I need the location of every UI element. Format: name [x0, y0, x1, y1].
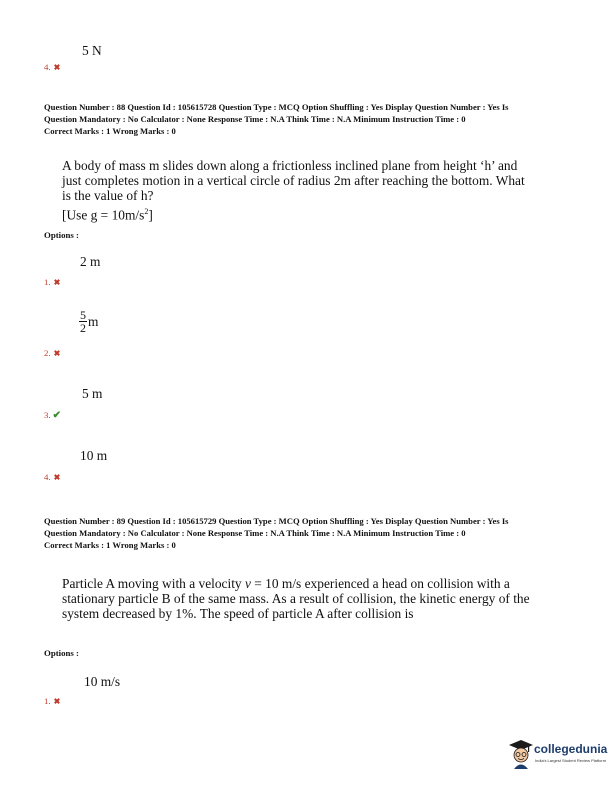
option-number: 3. [44, 410, 51, 420]
q88-option-3-text: 5 m [82, 386, 103, 401]
q89-text-part: Particle A moving with a velocity [62, 576, 245, 591]
q89-meta-line-1: Question Number : 89 Question Id : 105615729 Question Type : MCQ Option Shuffling : Yes Display Question Number : Yes Is [44, 516, 509, 526]
q89-options-heading: Options : [44, 648, 79, 658]
q88-option-2-label [44, 348, 60, 358]
wrong-mark-icon: ✖ [53, 63, 61, 72]
q89-text-part: = 10 m/s experienced a head on collision with a [250, 576, 510, 591]
q88-option-1-text: 2 m [80, 254, 101, 269]
option-number: 2. [44, 348, 51, 358]
option-unit: m [88, 313, 99, 329]
option-number: 4. [44, 62, 51, 72]
q89-text-line-3: system decreased by 1%. The speed of particle A after collision is [62, 606, 414, 622]
q88-meta-line-3: Correct Marks : 1 Wrong Marks : 0 [44, 126, 176, 136]
q88-option-3-label [44, 410, 61, 421]
q88-hint-exponent: 2 [144, 206, 149, 216]
q88-text-line-1: A body of mass m slides down along a frictionless inclined plane from height ‘h’ and [62, 158, 518, 173]
q88-text-line-2: just completes motion in a vertical circle of radius 2m after reaching the bottom. What [62, 173, 525, 189]
q88-option-4-label [44, 472, 60, 482]
option-number: 1. [44, 696, 51, 706]
q88-option-4-text: 10 m [80, 448, 108, 463]
q88-question-text [62, 158, 525, 222]
prev-option-4-label [44, 62, 60, 72]
q89-meta-line-3: Correct Marks : 1 Wrong Marks : 0 [44, 540, 176, 550]
q89-question-text [62, 576, 530, 622]
wrong-mark-icon: ✖ [53, 697, 61, 706]
q89-option-1-text: 10 m/s [84, 674, 121, 689]
option-number: 4. [44, 472, 51, 482]
option-number: 1. [44, 277, 51, 287]
correct-check-icon: ✔ [52, 410, 61, 421]
q89-option-1-label [44, 696, 60, 706]
wrong-mark-icon: ✖ [53, 349, 61, 358]
q88-option-2-text [79, 309, 98, 334]
q89-meta-line-2: Question Mandatory : No Calculator : None Response Time : N.A Think Time : N.A Minimum Instruction Time : 0 [44, 528, 466, 538]
q88-text-line-3: is the value of h? [62, 188, 154, 204]
collegedunia-logo [508, 736, 606, 776]
fraction-numerator: 5 [80, 308, 86, 322]
q89-text-line-1 [62, 576, 530, 591]
prev-option-4-text: 5 N [82, 43, 102, 58]
q88-hint-suffix: ] [148, 207, 153, 223]
wrong-mark-icon: ✖ [53, 278, 61, 287]
logo-wordmark: collegedunia [534, 742, 608, 756]
q88-hint-prefix: [Use g = 10m/s [62, 207, 145, 223]
q88-option-1-label [44, 277, 60, 287]
q88-text-line-4 [62, 204, 525, 223]
logo-tagline: India's Largest Student Review Platform [535, 758, 607, 763]
q88-meta-line-1: Question Number : 88 Question Id : 105615728 Question Type : MCQ Option Shuffling : Yes Display Question Number : Yes Is [44, 102, 509, 112]
q88-meta-line-2: Question Mandatory : No Calculator : None Response Time : N.A Think Time : N.A Minimum Instruction Time : 0 [44, 114, 466, 124]
q89-velocity-variable: v [244, 576, 251, 591]
graduate-mascot-icon [508, 738, 534, 770]
fraction [79, 309, 87, 334]
fraction-denominator: 2 [80, 321, 86, 335]
q88-options-heading: Options : [44, 230, 79, 240]
q89-text-line-2: stationary particle B of the same mass. As a result of collision, the kinetic energy of the [62, 591, 530, 607]
wrong-mark-icon: ✖ [53, 473, 61, 482]
